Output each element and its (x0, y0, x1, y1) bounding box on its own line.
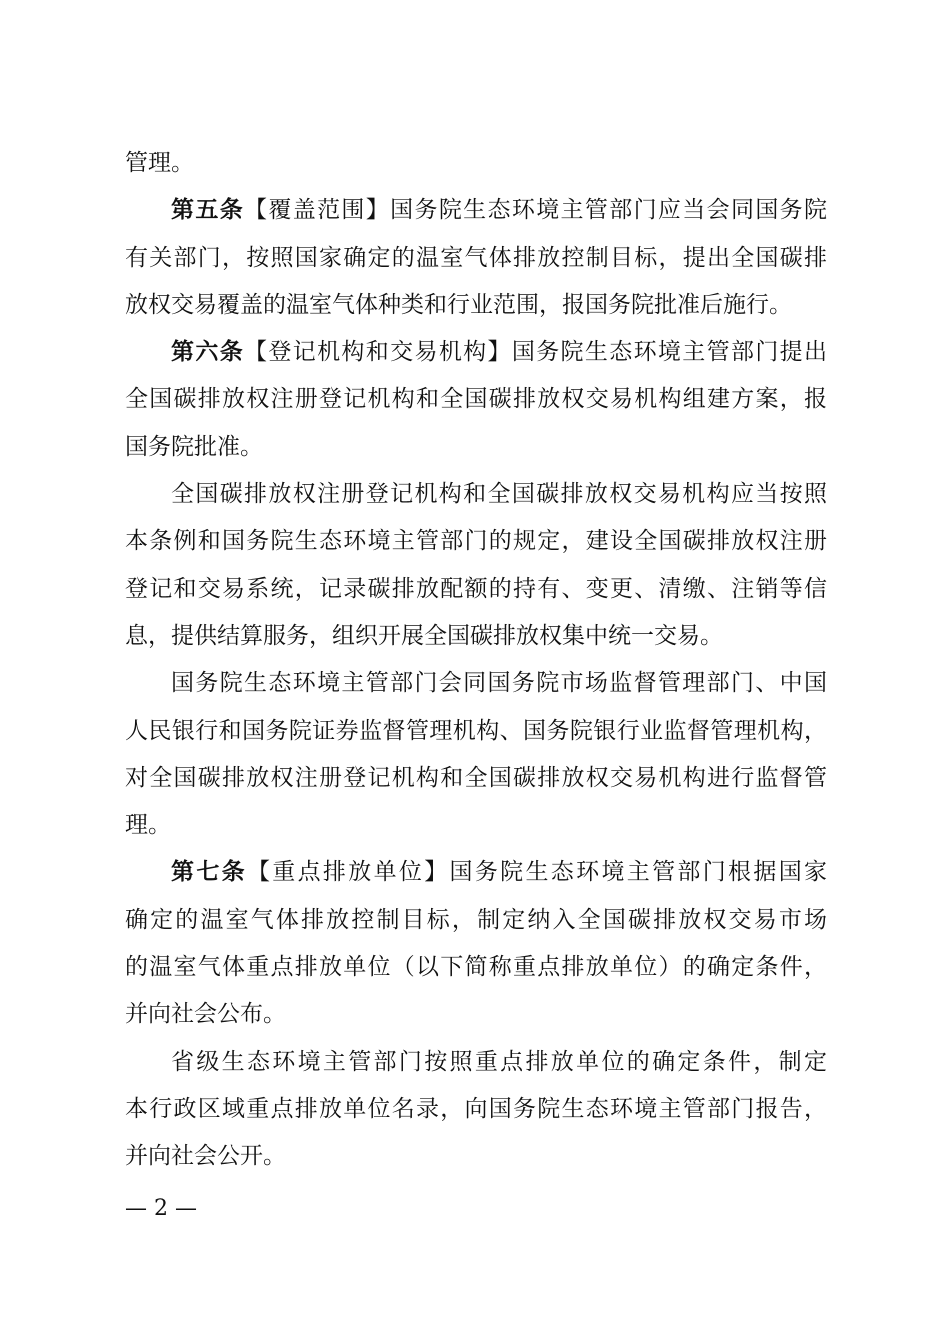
article-6-para3-line: 国务院生态环境主管部门会同国务院市场监督管理部门、中国 (171, 670, 827, 697)
article-7-title: 【重点排放单位】 (246, 859, 450, 886)
page-number: — 2 — (125, 1196, 197, 1221)
article-6-line: 国务院批准。 (125, 433, 263, 460)
article-6-text: 国务院生态环境主管部门提出 (511, 339, 827, 366)
article-7-line: 确定的温室气体排放控制目标，制定纳入全国碳排放权交易市场 (125, 906, 827, 933)
article-5 (125, 187, 827, 329)
article-5-title: 【覆盖范围】 (244, 197, 391, 224)
article-6-para3-line: 理。 (125, 812, 171, 839)
article-6-para3-line: 对全国碳排放权注册登记机构和全国碳排放权交易机构进行监督管 (125, 764, 827, 791)
article-5-text: 国务院生态环境主管部门应当会同国务院 (390, 197, 827, 224)
article-5-line: 有关部门，按照国家确定的温室气体排放控制目标，提出全国碳排 (125, 244, 827, 271)
article-7-line: 的温室气体重点排放单位（以下简称重点排放单位）的确定条件， (125, 954, 827, 981)
article-7-para2-line: 本行政区域重点排放单位名录，向国务院生态环境主管部门报告， (125, 1095, 827, 1122)
article-6-title: 【登记机构和交易机构】 (244, 339, 512, 366)
article-7-para2-line: 省级生态环境主管部门按照重点排放单位的确定条件，制定 (171, 1048, 827, 1075)
article-6-line: 全国碳排放权注册登记机构和全国碳排放权交易机构组建方案，报 (125, 386, 827, 413)
article-7-para2-line: 并向社会公开。 (125, 1143, 286, 1170)
article-7-number: 第七条 (171, 859, 247, 886)
article-7-text: 国务院生态环境主管部门根据国家 (449, 859, 827, 886)
article-6-para3-line: 人民银行和国务院证券监督管理机构、国务院银行业监督管理机构， (125, 717, 827, 744)
article-7-line: 并向社会公布。 (125, 1001, 286, 1028)
article-6-para2-line: 本条例和国务院生态环境主管部门的规定，建设全国碳排放权注册 (125, 528, 827, 555)
article-7 (125, 849, 827, 1180)
article-6-para2-line: 息，提供结算服务，组织开展全国碳排放权集中统一交易。 (125, 622, 723, 649)
article-6-number: 第六条 (171, 339, 245, 366)
article-5-number: 第五条 (171, 197, 245, 224)
article-5-line: 放权交易覆盖的温室气体种类和行业范围，报国务院批准后施行。 (125, 291, 792, 318)
continuation-line: 管理。 (125, 150, 194, 176)
article-6-first-line (125, 329, 827, 376)
article-6-para2-line: 全国碳排放权注册登记机构和全国碳排放权交易机构应当按照 (171, 481, 827, 508)
article-6-para2-line: 登记和交易系统，记录碳排放配额的持有、变更、清缴、注销等信 (125, 575, 827, 602)
document-body (125, 140, 827, 1181)
article-7-first-line (125, 849, 827, 896)
article-5-first-line (125, 187, 827, 234)
article-6 (125, 329, 827, 849)
